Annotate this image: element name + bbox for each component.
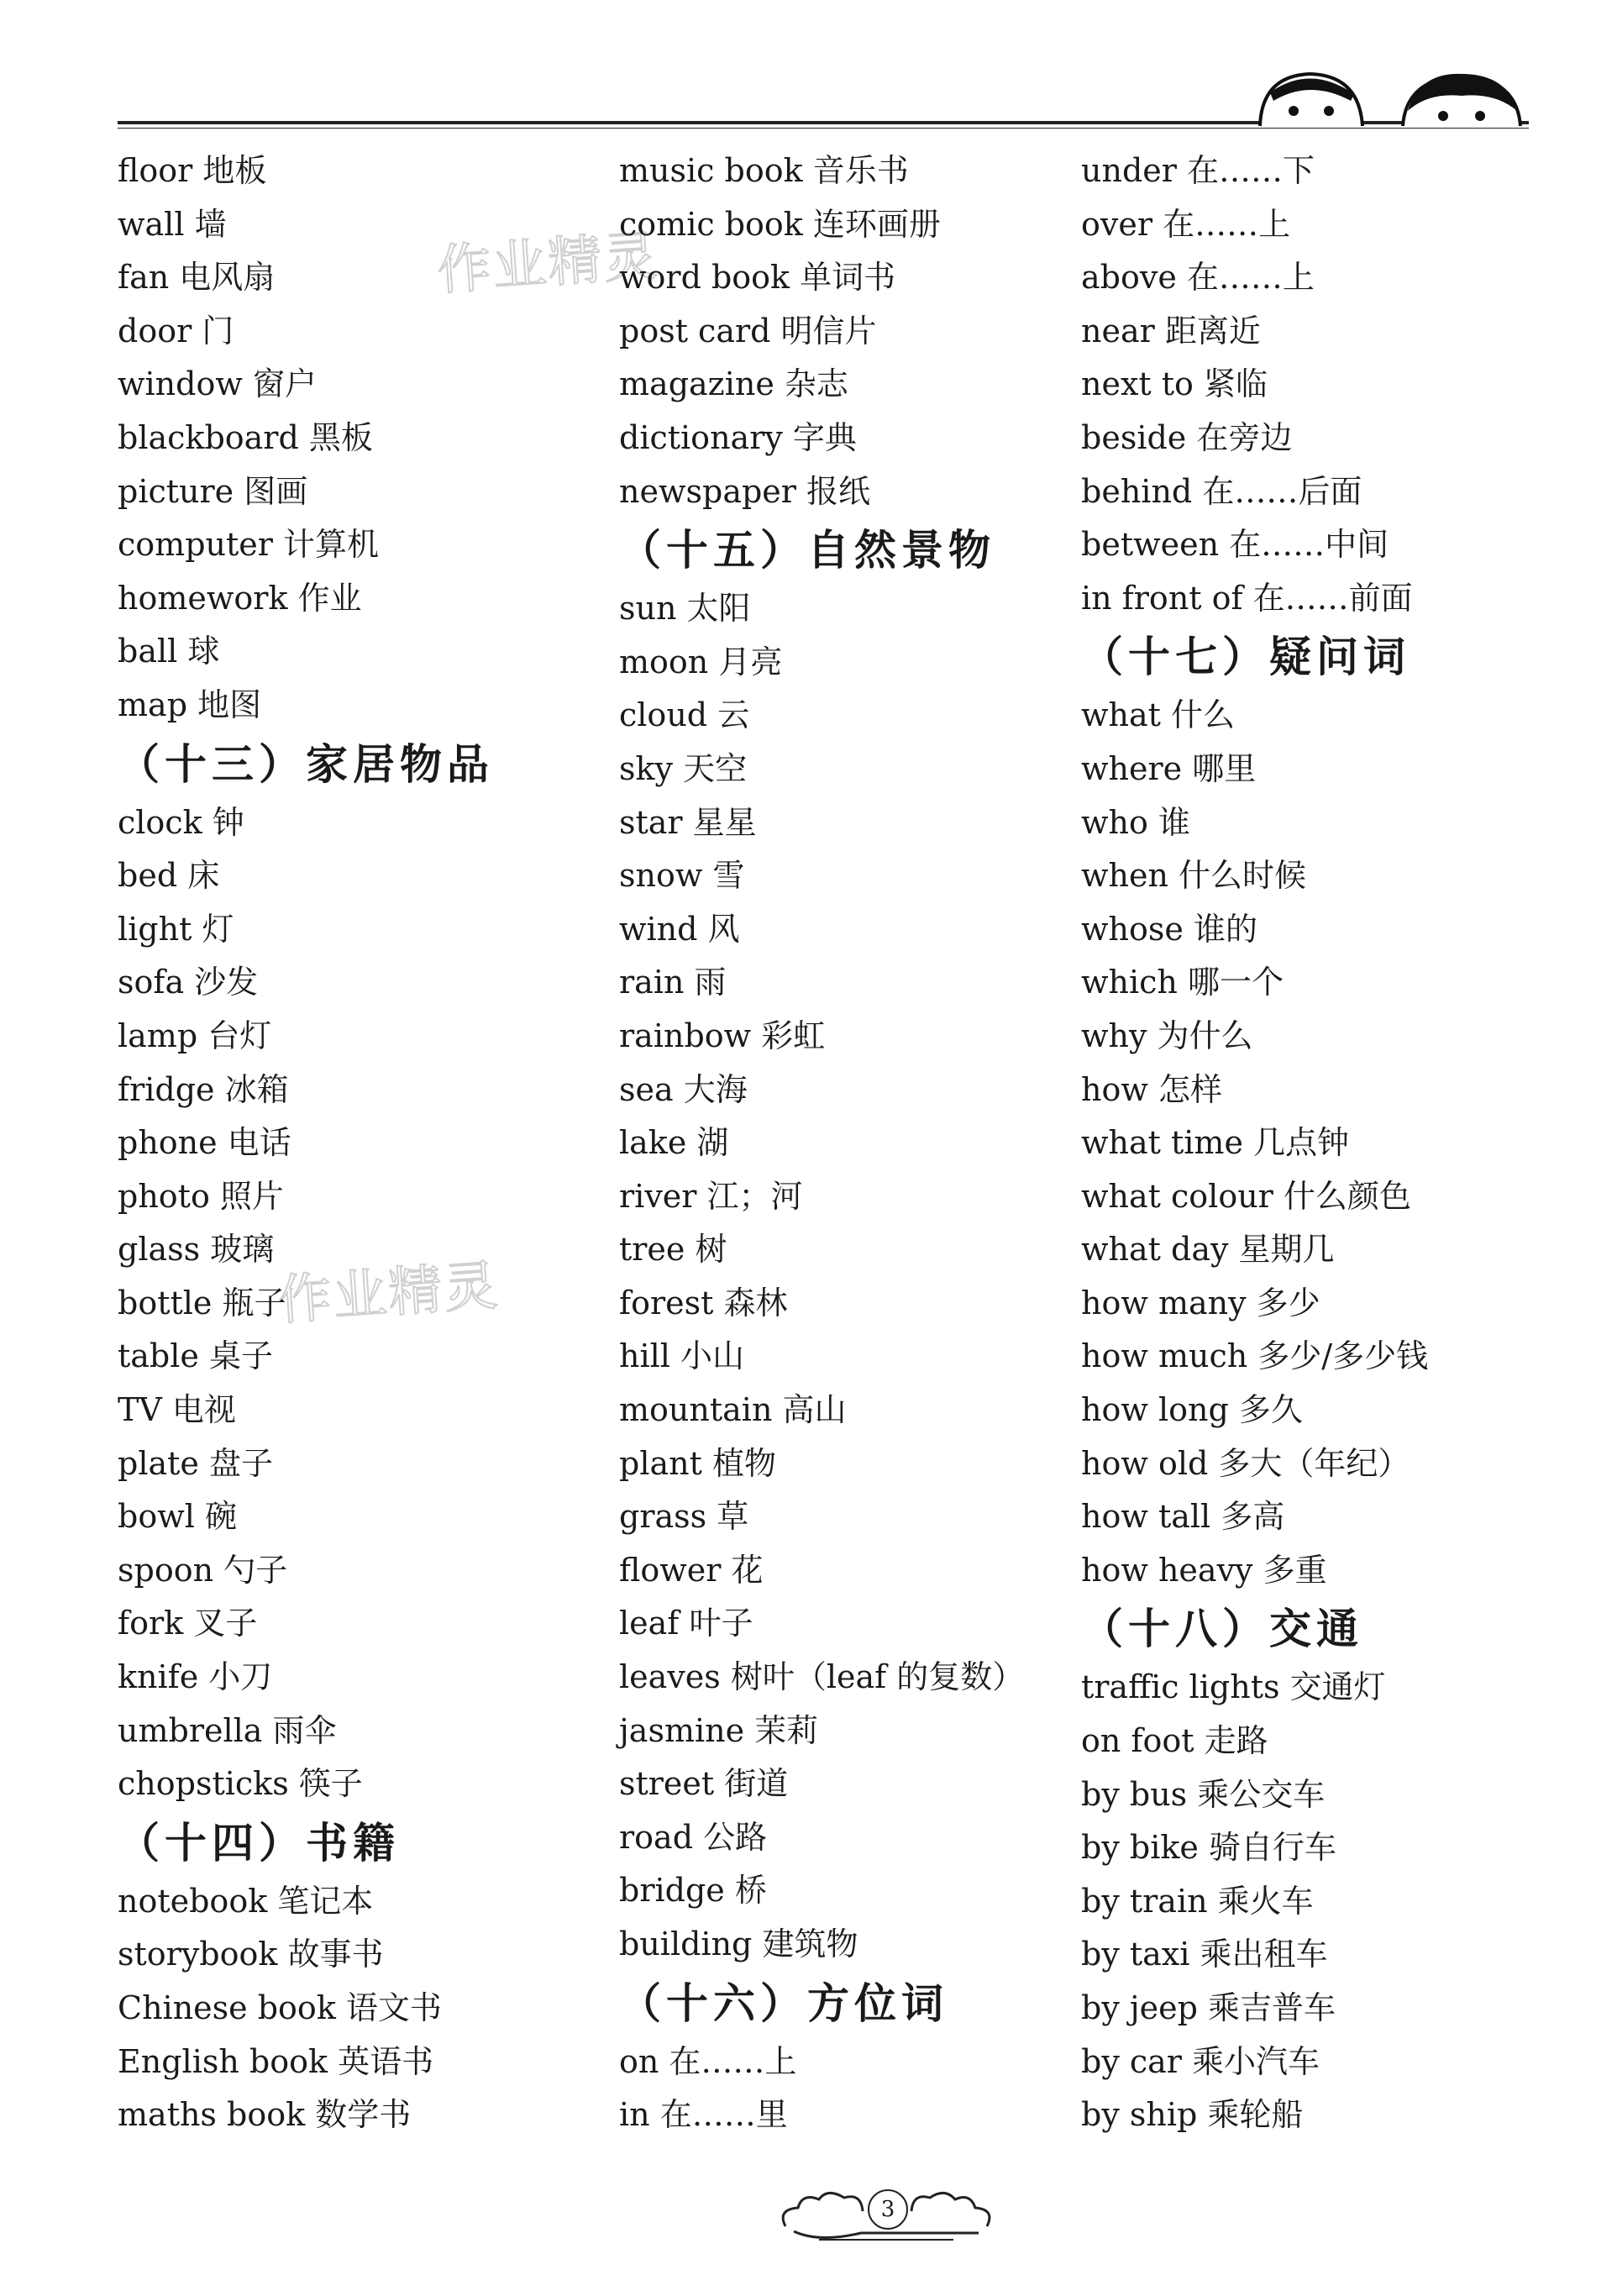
- vocab-entry: rain 雨: [619, 964, 727, 1001]
- vocab-entry: phone 电话: [118, 1124, 291, 1162]
- vocab-entry: building 建筑物: [619, 1926, 858, 1962]
- vocab-entry: plant 植物: [619, 1444, 776, 1482]
- vocab-entry: in 在……里: [619, 2096, 788, 2134]
- vocab-entry: comic book 连环画册: [619, 205, 941, 243]
- vocab-entry: picture 图画: [118, 472, 308, 510]
- vocab-entry: how 怎样: [1081, 1070, 1222, 1108]
- vocab-entry: rainbow 彩虹: [619, 1017, 826, 1054]
- vocab-entry: next to 紧临: [1081, 365, 1268, 403]
- vocab-entry: how tall 多高: [1081, 1498, 1285, 1536]
- vocab-entry: dictionary 字典: [619, 418, 857, 456]
- vocab-entry: in front of 在……前面: [1081, 579, 1413, 617]
- section-heading: （十六）方位词: [619, 1978, 948, 2028]
- vocab-entry: traffic lights 交通灯: [1081, 1668, 1386, 1706]
- vocab-entry: clock 钟: [118, 803, 244, 841]
- vocab-entry: bed 床: [118, 857, 220, 895]
- vocab-entry: who 谁: [1081, 803, 1190, 841]
- vocab-entry: by ship 乘轮船: [1081, 2096, 1304, 2134]
- vocab-entry: how much 多少/多少钱: [1081, 1337, 1429, 1375]
- vocab-entry: bowl 碗: [118, 1498, 237, 1536]
- vocab-column-2: [619, 144, 1106, 2142]
- vocab-entry: river 江；河: [619, 1177, 803, 1215]
- vocab-entry: over 在……上: [1081, 205, 1291, 243]
- vocab-entry: TV 电视: [118, 1391, 236, 1429]
- vocab-entry: leaf 叶子: [619, 1605, 753, 1642]
- section-heading: （十三）家居物品: [118, 738, 494, 789]
- vocab-entry: behind 在……后面: [1081, 472, 1362, 510]
- vocab-entry: map 地图: [118, 686, 262, 723]
- watermark: 作业精灵: [435, 224, 661, 303]
- vocab-entry: ball 球: [118, 633, 220, 670]
- vocab-entry: beside 在旁边: [1081, 418, 1293, 456]
- watermark: 作业精灵: [276, 1254, 501, 1333]
- vocab-entry: by car 乘小汽车: [1081, 2042, 1320, 2080]
- vocab-entry: on 在……上: [619, 2042, 797, 2080]
- vocab-entry: lamp 台灯: [118, 1017, 272, 1054]
- vocab-entry: how long 多久: [1081, 1391, 1303, 1429]
- vocab-entry: what 什么: [1081, 696, 1236, 734]
- vocab-entry: on foot 走路: [1081, 1722, 1268, 1760]
- vocab-entry: computer 计算机: [118, 526, 379, 564]
- vocab-entry: how heavy 多重: [1081, 1551, 1327, 1589]
- vocab-entry: fork 叉子: [118, 1605, 258, 1642]
- vocab-entry: whose 谁的: [1081, 910, 1257, 948]
- vocab-entry: storybook 故事书: [118, 1936, 384, 1973]
- vocab-entry: plate 盘子: [118, 1444, 273, 1482]
- vocab-entry: door 门: [118, 312, 234, 349]
- vocab-entry: moon 月亮: [619, 643, 783, 680]
- vocab-entry: sofa 沙发: [118, 964, 259, 1001]
- vocab-entry: above 在……上: [1081, 259, 1315, 297]
- vocab-entry: wind 风: [619, 910, 740, 948]
- vocab-entry: fan 电风扇: [118, 259, 276, 297]
- vocab-entry: newspaper 报纸: [619, 472, 871, 510]
- vocab-entry: Chinese book 语文书: [118, 1989, 442, 2026]
- section-heading: （十五）自然景物: [619, 525, 995, 575]
- vocab-entry: star 星星: [619, 803, 757, 841]
- page-footer: [769, 2159, 1004, 2251]
- vocab-entry: snow 雪: [619, 857, 745, 895]
- vocab-entry: wall 墙: [118, 205, 227, 243]
- vocab-column-1: [118, 144, 605, 2142]
- vocab-entry: knife 小刀: [118, 1658, 273, 1696]
- vocab-entry: by bus 乘公交车: [1081, 1775, 1326, 1813]
- vocab-entry: what colour 什么颜色: [1081, 1177, 1411, 1215]
- vocab-entry: when 什么时候: [1081, 857, 1307, 895]
- vocab-entry: flower 花: [619, 1551, 764, 1589]
- vocab-entry: forest 森林: [619, 1284, 788, 1321]
- vocab-entry: sun 太阳: [619, 590, 751, 628]
- vocab-entry: by train 乘火车: [1081, 1882, 1314, 1920]
- vocab-entry: which 哪一个: [1081, 964, 1284, 1001]
- section-heading: （十四）书籍: [118, 1817, 400, 1868]
- vocab-entry: fridge 冰箱: [118, 1070, 289, 1108]
- vocab-entry: music book 音乐书: [619, 152, 909, 189]
- vocab-entry: bottle 瓶子: [118, 1284, 286, 1321]
- vocab-entry: word book 单词书: [619, 259, 896, 297]
- vocab-entry: what time 几点钟: [1081, 1124, 1350, 1162]
- vocab-entry: cloud 云: [619, 696, 750, 734]
- section-heading: （十七）疑问词: [1081, 632, 1410, 682]
- vocab-entry: jasmine 茉莉: [619, 1711, 819, 1749]
- vocab-entry: by jeep 乘吉普车: [1081, 1989, 1336, 2026]
- vocab-entry: between 在……中间: [1081, 526, 1389, 564]
- cartoon-kids-icon: [1252, 67, 1537, 128]
- vocab-entry: table 桌子: [118, 1337, 273, 1375]
- vocab-entry: how old 多大（年纪）: [1081, 1444, 1410, 1482]
- vocab-entry: sky 天空: [619, 749, 748, 787]
- vocab-entry: near 距离近: [1081, 312, 1261, 349]
- vocab-entry: post card 明信片: [619, 312, 877, 349]
- vocab-entry: why 为什么: [1081, 1017, 1253, 1054]
- vocab-entry: photo 照片: [118, 1177, 284, 1215]
- vocab-entry: maths book 数学书: [118, 2096, 412, 2134]
- vocab-entry: lake 湖: [619, 1124, 729, 1162]
- vocab-entry: how many 多少: [1081, 1284, 1320, 1321]
- vocab-entry: floor 地板: [118, 152, 267, 189]
- section-heading: （十八）交通: [1081, 1604, 1363, 1654]
- vocab-entry: chopsticks 筷子: [118, 1765, 363, 1803]
- vocab-entry: street 街道: [619, 1765, 789, 1803]
- vocab-entry: mountain 高山: [619, 1391, 847, 1429]
- vocab-entry: English book 英语书: [118, 2042, 434, 2080]
- vocab-entry: umbrella 雨伞: [118, 1711, 337, 1749]
- vocab-entry: bridge 桥: [619, 1872, 767, 1910]
- page-number: 3: [868, 2189, 908, 2230]
- vocab-entry: sea 大海: [619, 1070, 748, 1108]
- vocab-entry: where 哪里: [1081, 749, 1257, 787]
- vocab-entry: what day 星期几: [1081, 1231, 1335, 1269]
- vocab-entry: under 在……下: [1081, 152, 1315, 189]
- vocab-entry: by bike 骑自行车: [1081, 1829, 1336, 1867]
- vocab-entry: notebook 笔记本: [118, 1882, 374, 1920]
- vocab-entry: window 窗户: [118, 365, 317, 403]
- vocab-entry: grass 草: [619, 1498, 749, 1536]
- vocab-entry: homework 作业: [118, 579, 362, 617]
- vocab-entry: glass 玻璃: [118, 1231, 275, 1269]
- vocab-entry: magazine 杂志: [619, 365, 848, 403]
- vocab-entry: hill 小山: [619, 1337, 745, 1375]
- vocab-entry: leaves 树叶（leaf 的复数）: [619, 1658, 1025, 1696]
- vocab-entry: spoon 勺子: [118, 1551, 288, 1589]
- vocab-entry: blackboard 黑板: [118, 418, 373, 456]
- vocab-column-3: [1081, 144, 1568, 2142]
- vocab-entry: by taxi 乘出租车: [1081, 1936, 1328, 1973]
- vocab-entry: road 公路: [619, 1818, 768, 1856]
- vocab-entry: tree 树: [619, 1231, 727, 1269]
- vocab-entry: light 灯: [118, 910, 234, 948]
- header-rule-thin: [118, 128, 1529, 129]
